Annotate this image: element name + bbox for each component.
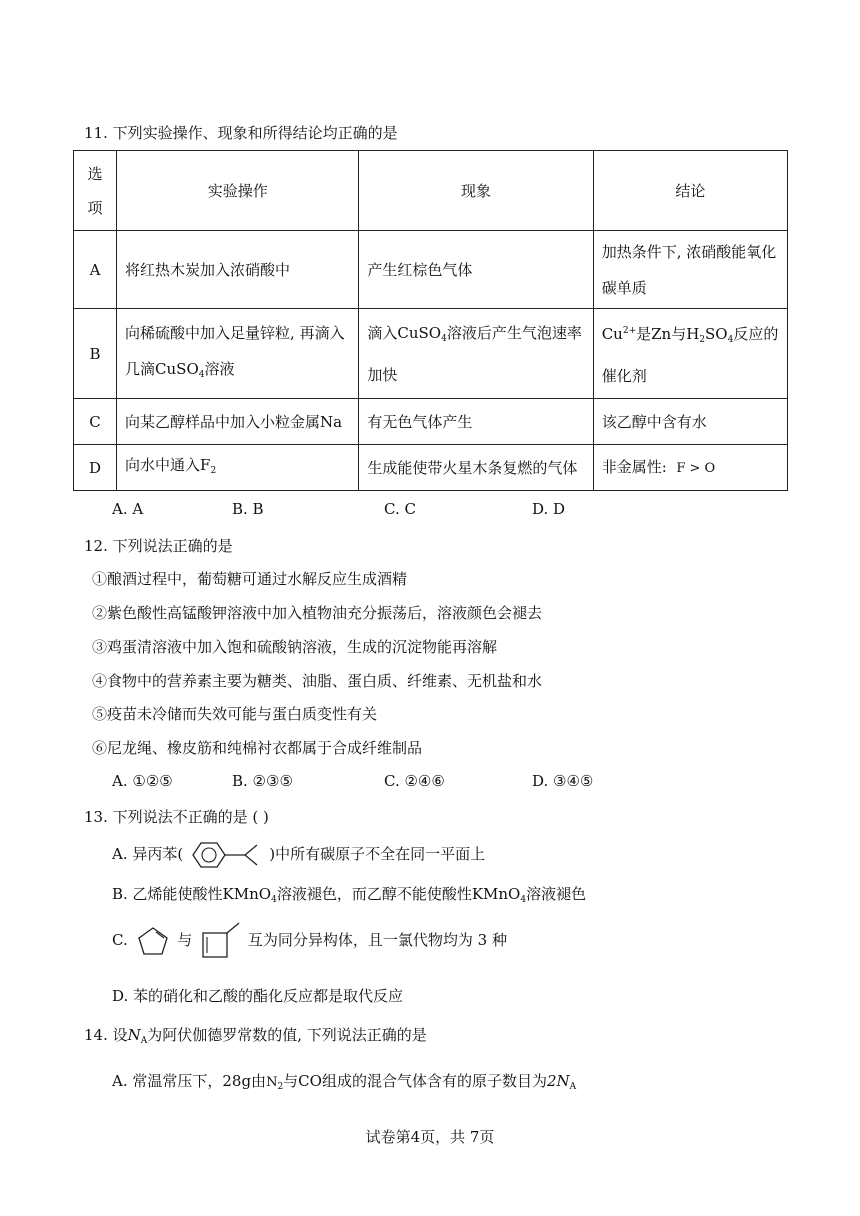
- q12-choice-b: B. ②③⑤: [232, 772, 293, 790]
- row-phenomenon: [359, 309, 593, 399]
- q12-item: ②紫色酸性高锰酸钾溶液中加入植物油充分振荡后，溶液颜色会褪去: [92, 604, 543, 622]
- table-row: [74, 231, 788, 309]
- q11-choice-a: A. A: [112, 500, 144, 518]
- conclusion-line: 加热条件下, 浓硝酸能氧化: [601, 242, 777, 261]
- subscript: 2: [210, 465, 217, 476]
- subscript: A: [569, 1082, 577, 1092]
- operation-line: 向稀硫酸中加入足量锌粒, 再滴入: [125, 323, 345, 342]
- superscript: 2+: [622, 326, 637, 336]
- option-text: 与: [177, 931, 193, 949]
- q12-item: ④食物中的营养素主要为糖类、油脂、蛋白质、纤维素、无机盐和水: [92, 672, 543, 690]
- formula: 2N: [546, 1072, 570, 1090]
- q12-item: ⑤疫苗未冷储而失效可能与蛋白质变性有关: [92, 705, 378, 723]
- phenomenon-text: 溶液后产生气泡速率: [446, 323, 582, 342]
- option-text: 互为同分异构体，且一氯代物均为 3 种: [247, 931, 507, 949]
- subscript: 4: [271, 895, 277, 905]
- phenomenon-text: 滴入CuSO: [367, 323, 442, 342]
- q12-choice-c: C. ②④⑥: [384, 772, 445, 790]
- subscript: 4: [198, 369, 205, 380]
- conclusion-text: 非金属性:: [601, 457, 667, 476]
- title-text: 为阿伏伽德罗常数的值, 下列说法正确的是: [147, 1026, 427, 1044]
- subscript: 4: [520, 895, 527, 905]
- operation-text: 几滴CuSO: [125, 359, 199, 378]
- q14-option-a: [112, 1070, 576, 1092]
- table-row: [74, 399, 788, 445]
- table-row: [74, 445, 788, 491]
- row-conclusion: [593, 445, 787, 491]
- q13-option-d: D. 苯的硝化和乙酸的酯化反应都是取代反应: [112, 987, 404, 1005]
- row-operation: 向某乙醇样品中加入小粒金属Na: [117, 399, 359, 445]
- option-text: 溶液褪色: [526, 885, 587, 903]
- row-conclusion: [593, 309, 787, 399]
- subscript: 4: [727, 335, 734, 345]
- row-conclusion: [593, 231, 787, 309]
- q12-item: ⑥尼龙绳、橡皮筋和纯棉衬衣都属于合成纤维制品: [92, 739, 423, 757]
- q12-title: 12. 下列说法正确的是: [84, 537, 233, 555]
- conclusion-formula: F > O: [676, 460, 716, 476]
- header-option-1: 选: [87, 164, 103, 183]
- row-phenomenon: 有无色气体产生: [359, 399, 593, 445]
- q11-choice-d: D. D: [532, 500, 566, 518]
- q11-title: 11. 下列实验操作、现象和所得结论均正确的是: [84, 124, 398, 142]
- q12-choice-d: D. ③④⑤: [532, 772, 594, 790]
- operation-text: 溶液: [204, 359, 235, 378]
- row-option: A: [74, 231, 117, 309]
- row-phenomenon: 生成能使带火星木条复燃的气体: [359, 445, 593, 491]
- row-option: C: [74, 399, 117, 445]
- cyclopentene-structure-icon: [133, 923, 173, 959]
- methylcyclobutene-structure-icon: [197, 921, 243, 961]
- isopropylbenzene-structure-icon: [183, 839, 269, 871]
- q13-title: 13. 下列说法不正确的是 ( ): [84, 808, 269, 826]
- subscript: 2: [277, 1082, 284, 1092]
- q14-title: [84, 1024, 427, 1046]
- q13-option-b: [112, 883, 586, 905]
- title-symbol: N: [127, 1026, 141, 1044]
- option-text: 与CO组成的混合气体含有的原子数目为: [283, 1072, 547, 1090]
- option-text: 溶液褪色，而乙醇不能使酸性KMnO: [276, 885, 521, 903]
- conclusion-text: SO: [705, 325, 728, 343]
- option-text: C.: [112, 931, 128, 949]
- row-phenomenon: 产生红棕色气体: [359, 231, 593, 309]
- conclusion-text: 反应的: [733, 325, 779, 343]
- row-conclusion: 该乙醇中含有水: [593, 399, 787, 445]
- q12-item: ③鸡蛋清溶液中加入饱和硫酸钠溶液，生成的沉淀物能再溶解: [92, 638, 498, 656]
- conclusion-text: 催化剂: [601, 367, 647, 385]
- row-option: D: [74, 445, 117, 491]
- conclusion-text: 是Zn与H: [636, 325, 700, 343]
- row-operation: [117, 309, 359, 399]
- q11-choice-c: C. C: [384, 500, 416, 518]
- phenomenon-text: 加快: [367, 365, 398, 384]
- subscript: 4: [441, 333, 447, 344]
- option-text: )中所有碳原子不全在同一平面上: [269, 845, 486, 863]
- option-text: A. 异丙苯(: [112, 845, 184, 863]
- title-text: 14. 设: [84, 1026, 128, 1044]
- conclusion-text: Cu: [601, 325, 623, 343]
- row-operation: 将红热木炭加入浓硝酸中: [117, 231, 359, 309]
- option-text: B. 乙烯能使酸性KMnO: [112, 885, 272, 903]
- page-footer: 试卷第4页，共 7页: [365, 1128, 495, 1146]
- header-conclusion: 结论: [593, 151, 787, 231]
- q11-choice-b: B. B: [232, 500, 264, 518]
- subscript: 2: [699, 335, 706, 345]
- subscript: A: [140, 1036, 148, 1046]
- conclusion-line: 碳单质: [601, 278, 647, 297]
- header-option-2: 项: [87, 198, 103, 217]
- table-header-row: [74, 151, 788, 231]
- q13-option-a: [112, 836, 485, 872]
- q12-item: ①酿酒过程中，葡萄糖可通过水解反应生成酒精: [92, 570, 408, 588]
- q13-option-c: [112, 918, 507, 962]
- header-operation: 实验操作: [117, 151, 359, 231]
- header-phenomenon: 现象: [359, 151, 593, 231]
- option-text: A. 常温常压下，28g由: [112, 1072, 267, 1090]
- formula: N: [266, 1075, 278, 1090]
- table-row: [74, 309, 788, 399]
- row-option: B: [74, 309, 117, 399]
- q12-choice-a: A. ①②⑤: [112, 772, 173, 790]
- q11-table: [73, 150, 788, 491]
- operation-text: 向水中通入F: [125, 455, 211, 474]
- row-operation: [117, 445, 359, 491]
